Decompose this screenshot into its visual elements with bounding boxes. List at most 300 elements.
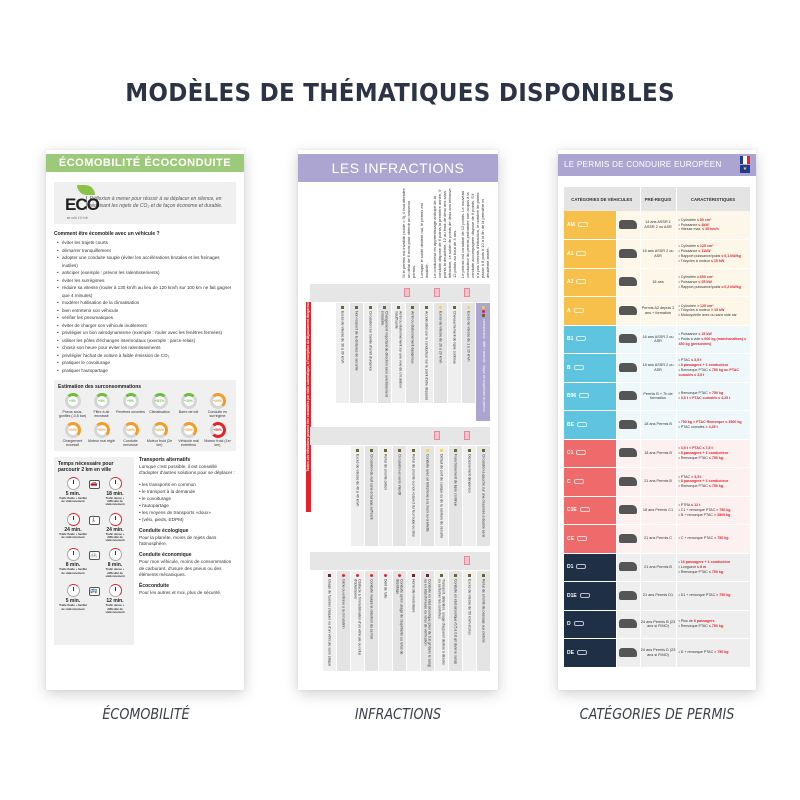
- permis-header: LE PERMIS DE CONDUIRE EUROPÉEN ★: [558, 154, 756, 176]
- permis-row-b: [564, 354, 750, 383]
- prerequis-cell: 16 ans ASSR 2 ou ASR: [640, 240, 676, 269]
- characteristic-line: • 8 passagers + 1 conducteur: [678, 362, 729, 367]
- estimation-title: Estimation des surconsommations: [58, 384, 142, 390]
- permis-row-am: [564, 211, 750, 240]
- section-title: Écoconduite: [139, 583, 170, 590]
- infraction-block: [310, 427, 490, 546]
- time-cell-left: 8 min. Trafic fluide + facilité de stationnement: [58, 548, 88, 575]
- eco-tip: • bien entretenir son véhicule: [58, 307, 236, 315]
- vehicle-image: [616, 211, 640, 240]
- truck-icon: [619, 477, 637, 486]
- section-text: Pour la planète, moins de rejets dans l'atmosphère.: [139, 535, 217, 547]
- severity-marker-icon: [425, 306, 428, 309]
- category-vehicle-outline-icon: [579, 393, 589, 398]
- characteristic-line: • Longueur ≤ 8 m: [678, 564, 707, 569]
- permis-row-d1e: [564, 582, 750, 611]
- time-row: [58, 584, 130, 614]
- vehicle-image: [616, 496, 640, 525]
- gauge-label: Filtre à air encrassé: [93, 410, 110, 419]
- points-header: [310, 427, 490, 445]
- eco-tip: • éviter les surrégimes: [58, 277, 236, 285]
- points-badge-icon: [464, 556, 470, 565]
- vehicle-image: [616, 639, 640, 668]
- severity-marker-icon: [439, 306, 442, 309]
- gauge-ring-icon: +5/7%: [152, 393, 168, 409]
- gauge-ring-icon: +20%: [123, 422, 139, 438]
- alt-item: • les transports en commun: [139, 482, 196, 488]
- french-flag-icon: [740, 156, 750, 164]
- gauge: [116, 422, 145, 448]
- card-infractions[interactable]: [298, 150, 498, 690]
- gauge: [87, 422, 116, 448]
- clock-icon: [67, 548, 80, 561]
- gauge-ring-icon: +3%: [94, 393, 110, 409]
- category-cell: D1: [564, 553, 616, 582]
- caption-ecomobilite: ÉCOMOBILITÉ: [102, 705, 190, 723]
- prerequis-cell: 18 ans Permis B: [640, 439, 676, 468]
- time-cell-right: 8 min. Trafic dense + difficulté de stationnement: [100, 548, 130, 578]
- category-cell: B96: [564, 382, 616, 411]
- eco-tip: • réduire sa vitesse (rouler à 130 km/h au lieu de 120 km/h sur 100 km ne fait gagner que 4 minutes): [58, 284, 236, 299]
- infraction-row: Circulation à gauche sur une chaussée à double sens: [477, 446, 490, 546]
- gauge-label: Fenêtres ouvertes: [116, 410, 145, 414]
- permis-row-d1: [564, 553, 750, 582]
- characteristic-line: • PTRA ≤ 12 t: [678, 503, 701, 508]
- col-categories: CATÉGORIES DE VÉHICULES: [564, 187, 640, 211]
- vehicle-image: [616, 325, 640, 354]
- caracteristiques-cell: [676, 382, 750, 411]
- eco-bottom: [54, 457, 236, 645]
- vehicle-image: [616, 354, 640, 383]
- eco-tips-list: [58, 239, 236, 374]
- clock-icon: [109, 477, 122, 490]
- section-text: Pour mon véhicule, moins de consommation de carburant, d'usure des pneus ou des éléments mécaniques.: [139, 559, 232, 577]
- category-cell: C1E: [564, 496, 616, 525]
- caracteristiques-cell: [676, 639, 750, 668]
- prerequis-cell: Permis A2 depuis 2 ans + formation: [640, 297, 676, 326]
- minibus-trailer-icon: [619, 591, 637, 600]
- characteristic-line: • 8 passagers + 1 conducteur: [678, 450, 729, 455]
- alt-item: • le covoiturage: [139, 496, 172, 502]
- infraction-row: Chevauchement de ligne continue: [448, 303, 461, 403]
- gauge: [58, 422, 87, 448]
- infraction-row: Arrêt ou stationnement dangereux: [406, 303, 419, 403]
- gauge-ring-icon: +20%: [152, 422, 168, 438]
- characteristic-line: • Cylindrée ≤ 125 cm³: [678, 244, 714, 249]
- section-title: Conduite économique: [139, 552, 192, 559]
- infraction-row: Excès de vitesse de 40 à 49 km/h: [351, 446, 364, 546]
- infractions-intro: [378, 188, 490, 278]
- eco-tip: • éviter les trajets courts: [58, 239, 236, 247]
- severity-marker-icon: [454, 574, 457, 577]
- category-cell: A1: [564, 240, 616, 269]
- eco-tip: • modérer l'utilisation de la climatisation: [58, 299, 236, 307]
- severity-marker-icon: [411, 306, 414, 309]
- category-cell: C: [564, 468, 616, 497]
- severity-marker-icon: [398, 449, 401, 452]
- severity-marker-icon: [384, 449, 387, 452]
- legend-marker-icon: [482, 306, 485, 309]
- alt-item: • (vélo, pieds, EDPM): [139, 517, 184, 523]
- category-vehicle-outline-icon: [576, 251, 586, 256]
- infraction-row: Conduite en état alcoolique (plus de 0,8 g/l dans le sang) ou en état d'ivresse ou refus de vérification: [421, 571, 434, 671]
- characteristic-line: • Remorque PTAC ≤ 750 kg: [678, 484, 724, 489]
- eco-tip: • choisir son heure pour éviter les ralentissements: [58, 344, 236, 352]
- infraction-row: Obstacle à l'immobilisation d'un véhicule ou refus d'obtempérer: [351, 571, 364, 671]
- severity-marker-icon: [453, 306, 456, 309]
- characteristic-line: • Cylindrée ≥ 600 cm³: [678, 275, 714, 280]
- clock-icon: [109, 513, 122, 526]
- characteristic-line: • C1 + remorque PTAC > 750 kg: [678, 507, 731, 512]
- gauge: [87, 393, 116, 419]
- category-cell: A: [564, 297, 616, 326]
- severity-marker-icon: [426, 449, 429, 452]
- times-title: Temps nécessaire pour parcourir 2 km en ville: [58, 460, 114, 473]
- permis-row-b1: [564, 325, 750, 354]
- section-text: Pour les autres et moi, plus de sécurité.: [139, 590, 222, 596]
- gauge-grid: [58, 393, 232, 448]
- gauge-ring-icon: +10%: [181, 393, 197, 409]
- vehicle-image: [616, 468, 640, 497]
- col-prerequis: PRÉ-REQUIS: [640, 187, 676, 211]
- motorbike-mid-icon: [619, 277, 637, 286]
- gauge-ring-icon: +5%: [123, 393, 139, 409]
- caracteristiques-cell: [676, 496, 750, 525]
- vehicle-image: [616, 610, 640, 639]
- characteristic-line: • Remorque PTAC ≤ 750 kg: [678, 569, 724, 574]
- caracteristiques-cell: [676, 297, 750, 326]
- legend-marker-icon: [482, 310, 485, 313]
- characteristic-line: • Rapport puissance/poids ≤ 0,2 kW/kg: [678, 284, 741, 289]
- gauge: [174, 393, 203, 419]
- characteristic-line: • Rapport puissance/poids ≤ 0,1 kW/kg: [678, 253, 741, 258]
- severity-marker-icon: [412, 449, 415, 452]
- severity-marker-icon: [482, 574, 485, 577]
- time-cell-left: 5 min. Trafic fluide + facilité de stationnement: [58, 477, 88, 504]
- characteristic-line: • Vitesse max. ≤ 45 km/h: [678, 227, 719, 232]
- characteristic-line: • Cylindrée > 125 cm³: [678, 303, 714, 308]
- clock-icon: [109, 548, 122, 561]
- category-cell: CE: [564, 525, 616, 554]
- category-cell: D1E: [564, 582, 616, 611]
- severity-marker-icon: [355, 306, 358, 309]
- points-badge-icon: [434, 431, 440, 440]
- gauge: [203, 422, 232, 448]
- infraction-rows: [310, 571, 490, 671]
- alternatives-panel: [139, 457, 236, 645]
- infraction-row: Gêne ou entrave à la circulation: [337, 571, 350, 671]
- card-ecomobilite[interactable]: [46, 150, 244, 690]
- estimation-panel: [54, 380, 236, 451]
- eco-tip: • utiliser les pôles d'échanges intermodaux (exemple : parcs-relais): [58, 337, 236, 345]
- vehicle-image: [616, 382, 640, 411]
- characteristic-line: • C + remorque PTAC > 750 kg: [678, 536, 729, 541]
- eco-header: ÉCOMOBILITÉ ÉCOCONDUITE: [46, 154, 244, 172]
- light-truck-icon: [619, 448, 637, 457]
- severity-marker-icon: [397, 306, 400, 309]
- category-cell: D: [564, 610, 616, 639]
- eco-intro-text: Réflexion à mener pour réussir à se déplacer en silence, en réduisant les rejets de CO₂ et de façon économe et durable.: [86, 196, 231, 210]
- caption-permis: CATÉGORIES DE PERMIS: [579, 705, 735, 723]
- severity-marker-icon: [398, 574, 401, 577]
- time-cell-left: 5 min. Trafic fluide + facilité de stationnement: [58, 584, 88, 611]
- vehicle-image: [616, 582, 640, 611]
- eco-tip: • vérifier les pneumatiques: [58, 314, 236, 322]
- prerequis-cell: 18 ans ASSR 2 ou ASR: [640, 354, 676, 383]
- eco-tip: • éviter de charger son véhicule inutilement: [58, 322, 236, 330]
- quadricycle-icon: [619, 334, 637, 343]
- category-vehicle-outline-icon: [576, 279, 586, 284]
- infraction-row: Homicide involontaire: [407, 571, 420, 671]
- characteristic-line: • Cylindrée ≤ 50 cm³: [678, 217, 712, 222]
- category-vehicle-outline-icon: [578, 222, 588, 227]
- eu-flag-icon: ★: [740, 165, 750, 173]
- infraction-block: [310, 552, 490, 671]
- caracteristiques-cell: [676, 354, 750, 383]
- infractions-header: LES INFRACTIONS: [298, 154, 498, 182]
- category-vehicle-outline-icon: [574, 365, 584, 370]
- severity-marker-icon: [426, 574, 429, 577]
- infraction-row: Non respect de la distance de sécurité: [350, 303, 363, 403]
- eco-tip: • anticiper (exemple : prévoir les ralentissements): [58, 269, 236, 277]
- gauge-ring-icon: +50%: [210, 422, 226, 438]
- points-header: [310, 552, 490, 570]
- gauge-label: Conduite en surrégime: [207, 410, 228, 419]
- points-badge-icon: [434, 288, 440, 297]
- infractions-tables: [310, 284, 490, 677]
- characteristic-line: • Remorque PTAC > 750 kg: [678, 391, 724, 396]
- eco-tip: • privilégier un bon aérodynamisme (exemple : rouler avec les fenêtres fermées): [58, 329, 236, 337]
- infraction-row: Usage de fausses plaques ou d'un véhicule sans plaque: [323, 571, 336, 671]
- gauge-ring-icon: +20%: [94, 422, 110, 438]
- characteristic-line: • B + remorque PTAC > 3500 kg: [678, 512, 731, 517]
- minibus-icon: [619, 562, 637, 571]
- time-row: [58, 513, 130, 543]
- eco-tip: • privilégier l'achat de voiture à faible émission de CO₂: [58, 352, 236, 360]
- infraction-row: Dépassement dangereux: [463, 446, 476, 546]
- coach-icon: [619, 648, 637, 657]
- caracteristiques-cell: [676, 582, 750, 611]
- permis-row-a1: [564, 240, 750, 269]
- infraction-row: Changement important de direction sans avertissement préalable: [378, 303, 391, 403]
- prerequis-cell: 18 ans Permis B: [640, 411, 676, 440]
- category-cell: DE: [564, 639, 616, 668]
- gauge: [174, 422, 203, 448]
- severity-marker-icon: [412, 574, 415, 577]
- characteristic-line: • 750 kg < PTAC Remorque ≤ 3500 kg: [678, 419, 742, 424]
- severity-marker-icon: [356, 574, 359, 577]
- gauge-label: Pneus sous-gonflés (-0,5 bar): [58, 410, 87, 419]
- infraction-row: Circulation en sens interdit: [393, 446, 406, 546]
- eco-intro: [54, 182, 236, 224]
- prerequis-cell: 14 ans ASSR 1 ASSR 2 ou ASR: [640, 211, 676, 240]
- time-cell-right: 12 min. Trafic dense + difficulté de stationnement: [100, 584, 130, 614]
- category-vehicle-outline-icon: [580, 507, 590, 512]
- infraction-row: Excès de vitesse de 20 à 29 km/h: [434, 303, 447, 403]
- severity-marker-icon: [328, 574, 331, 577]
- permis-row-c1: [564, 439, 750, 468]
- severity-marker-icon: [468, 449, 471, 452]
- category-cell: BE: [564, 411, 616, 440]
- car-trailer-icon: [619, 391, 637, 400]
- category-cell: B1: [564, 325, 616, 354]
- page-title: MODÈLES DE THÉMATIQUES DISPONIBLES: [125, 78, 675, 107]
- prerequis-cell: 18 ans Permis C1: [640, 496, 676, 525]
- caracteristiques-cell: [676, 211, 750, 240]
- severity-marker-icon: [356, 449, 359, 452]
- gauge-ring-icon: +20%: [210, 393, 226, 409]
- characteristic-line: • Remorque PTAC ≤ 750 kg ou PTAC cumulés ≤ 3,5 t: [678, 367, 739, 377]
- time-cell-left: 24 min. Trafic fluide + facilité de stationnement: [58, 513, 88, 540]
- category-vehicle-outline-icon: [577, 650, 587, 655]
- permis-row-d: [564, 610, 750, 639]
- characteristic-line: • Puissance ≤ 11kW: [678, 248, 711, 253]
- gauge-label: Moteur froid (2e km): [146, 438, 173, 448]
- gauge: [58, 393, 87, 419]
- caracteristiques-cell: [676, 411, 750, 440]
- characteristic-line: • D + remorque PTAC > 750 kg: [678, 650, 729, 655]
- infraction-row: Circulation de nuit sans éclairage suffisant: [365, 446, 378, 546]
- category-vehicle-outline-icon: [576, 564, 586, 569]
- caracteristiques-cell: [676, 610, 750, 639]
- prerequis-cell: 16 ans ASSR 2 ou ASR: [640, 325, 676, 354]
- infraction-row: Défaut de port de casque ou de la ceinture de sécurité: [435, 446, 448, 546]
- infraction-row: Excès de vitesse de 50 km/h et plus: [463, 571, 476, 671]
- col-caracteristiques: CARACTÉRISTIQUES: [676, 187, 750, 211]
- car-icon: [619, 363, 637, 372]
- characteristic-line: • Motocyclette avec ou sans side car: [678, 313, 737, 318]
- clock-icon: [67, 513, 80, 526]
- severity-marker-icon: [467, 306, 470, 309]
- radar-notice: Toutes ces infractions peuvent être constatées par radar automatique, à l'exception du dépassement dangereux: [306, 302, 311, 512]
- permis-row-c1e: [564, 496, 750, 525]
- walker-icon: 🚶: [90, 516, 98, 523]
- category-cell: C1: [564, 439, 616, 468]
- truck-trailer-icon: [619, 505, 637, 514]
- eco-tip: • pratiquer le covoiturage: [58, 359, 236, 367]
- motorbike-light-icon: [619, 249, 637, 258]
- infraction-block: [310, 284, 490, 421]
- category-vehicle-outline-icon: [576, 336, 586, 341]
- characteristic-line: • Puissance ≤ 4kW: [678, 222, 709, 227]
- infraction-row: Refus de priorité de passage aux piétons: [477, 571, 490, 671]
- caracteristiques-cell: [676, 325, 750, 354]
- permis-row-a2: [564, 268, 750, 297]
- alt-item: • les moyens de transports «doux»: [139, 510, 211, 516]
- clock-icon: [109, 584, 122, 597]
- infraction-row: Transport, détention, usage d'appareil destiné à déceler ou perturber les contrôles: [435, 571, 448, 671]
- alt-title: Transports alternatifs: [139, 456, 191, 463]
- time-row: [58, 548, 130, 578]
- card-permis[interactable]: [558, 150, 756, 690]
- characteristic-line: • D1 + remorque PTAC > 750 kg: [678, 593, 731, 598]
- permis-row-c: [564, 468, 750, 497]
- bicycle-icon: 🚲: [90, 552, 98, 559]
- vehicle-image: [616, 297, 640, 326]
- vehicle-image: [616, 268, 640, 297]
- category-vehicle-outline-icon: [574, 621, 584, 626]
- infraction-row: Conduite malgré la rétention du permis: [365, 571, 378, 671]
- vehicle-image: [616, 411, 640, 440]
- prerequis-cell: 21 ans Permis D1: [640, 582, 676, 611]
- prerequis-cell: 21 ans Permis C: [640, 525, 676, 554]
- permis-table: [564, 187, 751, 668]
- category-cell: A2: [564, 268, 616, 297]
- characteristic-line: • 8 passagers + 1 conducteur: [678, 479, 729, 484]
- prerequis-cell: Permis B + 7h de formation: [640, 382, 676, 411]
- caracteristiques-cell: [676, 240, 750, 269]
- characteristic-line: • 3,5 t < PTAC ≤ 7,5 t: [678, 446, 713, 451]
- gauge: [145, 422, 174, 448]
- characteristic-line: • PTAC ≤ 3,5 t: [678, 358, 702, 363]
- vehicle-image: [616, 553, 640, 582]
- characteristic-line: • 3,5 t < PTAC cumulés ≤ 4,25 t: [678, 396, 731, 401]
- clock-icon: [67, 584, 80, 597]
- characteristic-line: • Remorque PTAC ≤ 750 kg: [678, 455, 724, 460]
- alt-list: [139, 481, 236, 523]
- vehicle-image: [616, 525, 640, 554]
- category-vehicle-outline-icon: [574, 479, 584, 484]
- alt-item: • l'autopartage: [139, 503, 169, 509]
- infraction-row: Refus de priorité ou non respect du feu rouge ou stop: [407, 446, 420, 546]
- infraction-rows: [310, 303, 490, 421]
- time-row: [58, 477, 130, 507]
- category-vehicle-outline-icon: [576, 450, 586, 455]
- category-vehicle-outline-icon: [574, 308, 584, 313]
- time-cell-right: 24 min. Trafic dense + difficulté de stationnement: [100, 513, 130, 543]
- alt-item: • le transport à la demande: [139, 489, 196, 495]
- category-vehicle-outline-icon: [577, 422, 587, 427]
- infraction-row: Refus de priorité piéton: [379, 446, 392, 546]
- vehicle-image: [616, 240, 640, 269]
- intro-column: Lorsque le solde devient nul, le permis est invalidé.: [419, 203, 429, 278]
- permis-row-be: [564, 411, 750, 440]
- leaf-icon: [77, 185, 95, 195]
- infraction-row: Conduite en état alcoolique (0,5 à 0,8 g/l dans le sang): [449, 571, 462, 671]
- permis-row-de: [564, 639, 750, 668]
- permis-row-ce: [564, 525, 750, 554]
- gauge-label: Chargement excessif: [62, 438, 83, 448]
- scooter-quad-icon: [619, 220, 637, 229]
- prerequis-cell: 24 ans Permis D (23 ans si FIMO): [640, 639, 676, 668]
- gauge: [116, 393, 145, 419]
- motorbike-sport-icon: [619, 306, 637, 315]
- prerequis-cell: 24 ans Permis B (23 ans si FIMO): [640, 610, 676, 639]
- prerequis-cell: 21 ans Permis B: [640, 553, 676, 582]
- severity-marker-icon: [440, 449, 443, 452]
- caracteristiques-cell: [676, 268, 750, 297]
- eco-question: Comment être écomobile avec un véhicule ?: [54, 231, 160, 237]
- infraction-row: Conduite après usage de stupéfiants ou refus de dépistage: [393, 571, 406, 671]
- severity-marker-icon: [454, 449, 457, 452]
- category-cell: AM: [564, 211, 616, 240]
- severity-marker-icon: [440, 574, 443, 577]
- semi-truck-icon: [619, 534, 637, 543]
- infraction-row: Accélération par le conducteur sur le point d'être dépassé: [420, 303, 433, 403]
- infraction-row: Circulation sur bande d'arrêt d'urgence: [364, 303, 377, 403]
- infraction-rows: [310, 446, 490, 546]
- severity-marker-icon: [370, 574, 373, 577]
- severity-marker-icon: [369, 306, 372, 309]
- legend-marker-icon: [482, 314, 485, 317]
- gauge-label: Moteur froid (1er km): [204, 438, 231, 448]
- infraction-row: Franchissement de ligne continue: [449, 446, 462, 546]
- severity-marker-icon: [482, 449, 485, 452]
- category-cell: B: [564, 354, 616, 383]
- characteristic-line: • PTAC cumulés > 4,25 t: [678, 424, 718, 429]
- characteristic-line: • Poids à vide ≤ 600 kg (marchandises) ≤ 450 kg (personnes): [678, 336, 747, 346]
- eco-tip: • démarrer tranquillement: [58, 247, 236, 255]
